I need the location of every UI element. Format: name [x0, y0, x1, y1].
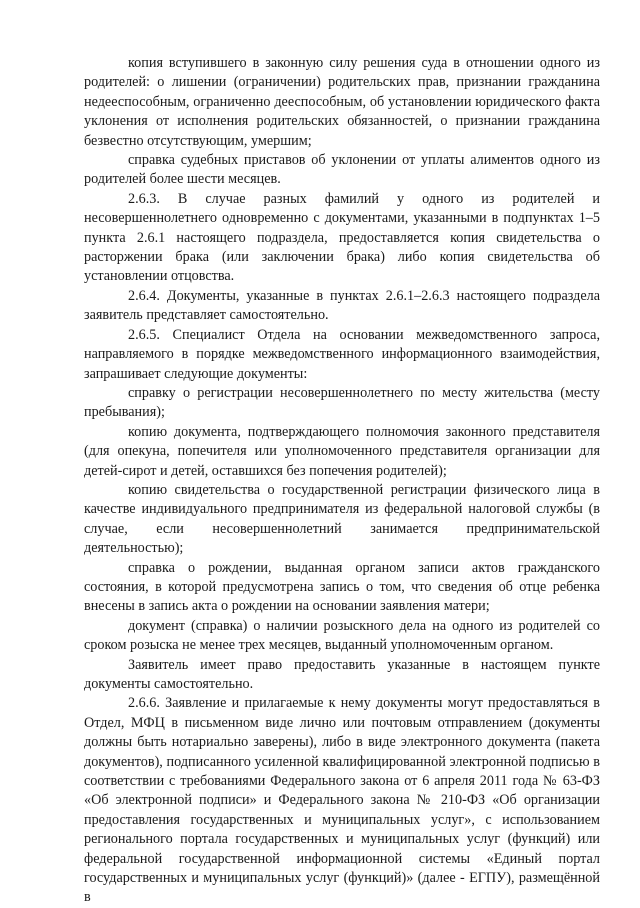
paragraph-2-6-6: 2.6.6. Заявление и прилагаемые к нему документы могут предоставляться в Отдел, МФЦ в письменном виде лично или почтовым отправлением (документы должны быть нотариально заверены), либо в виде электронного документа (пакета документов), подписанного усиленной квалифицированной электронной подписью в соответствии с требованиями Федерального закона от 6 апреля 2011 года № 63-ФЗ «Об электронной подписи» и Федерального закона № 210-ФЗ «Об организации предоставления государственных и муниципальных услуг», с использованием регионального портала государственных и муниципальных услуг (функций) или федеральной государственной информационной системы «Единый портал государственных и муниципальных услуг (функций)» (далее - ЕГПУ), размещённой в: [84, 695, 600, 906]
paragraph-2-6-5: 2.6.5. Специалист Отдела на основании межведомственного запроса, направляемого в порядке межведомственного информационного взаимодействия, запрашивает следующие документы:: [84, 326, 600, 382]
document-body: [84, 54, 600, 908]
paragraph-2-6-3: 2.6.3. В случае разных фамилий у одного из родителей и несовершеннолетнего одновременно с документами, указанными в подпунктах 1–5 пункта 2.6.1 настоящего подраздела, предоставляется копия свидетельства о расторжении брака (или заключении брака) либо копия свидетельства об установлении отцовства.: [84, 190, 600, 285]
paragraph-court-decision-copy: копия вступившего в законную силу решения суда в отношении одного из родителей: о лишении (ограничении) родительских прав, признании гражданина недееспособным, ограниченно дееспособным, об установлении юридического факта уклонения от исполнения родительских обязанностей, о признании гражданина безвестно отсутствующим, умершим;: [84, 55, 600, 149]
paragraph-search-case-certificate: документ (справка) о наличии розыскного дела на одного из родителей со сроком розыска не менее трех месяцев, выданный уполномоченным органом.: [84, 617, 600, 654]
paragraph-2-6-4: 2.6.4. Документы, указанные в пунктах 2.6.1–2.6.3 настоящего подраздела заявитель представляет самостоятельно.: [84, 287, 600, 324]
paragraph-birth-certificate: справка о рождении, выданная органом записи актов гражданского состояния, в которой предусмотрена запись о том, что сведения об отце ребенка внесены в запись акта о рождении на основании заявления матери;: [84, 559, 600, 615]
paragraph-entrepreneur-registration: копию свидетельства о государственной регистрации физического лица в качестве индивидуального предпринимателя из федеральной налоговой службы (в случае, если несовершеннолетний занимается предпринимательской деятельностью);: [84, 481, 600, 557]
paragraph-bailiff-certificate: справка судебных приставов об уклонении от уплаты алиментов одного из родителей более шести месяцев.: [84, 152, 600, 188]
paragraph-representative-document: копию документа, подтверждающего полномочия законного представителя (для опекуна, попечителя или уполномоченного представителя организации для детей-сирот и детей, оставшихся без попечения родителей);: [84, 423, 600, 479]
paragraph-registration-certificate: справку о регистрации несовершеннолетнего по месту жительства (месту пребывания);: [84, 384, 600, 421]
paragraph-applicant-right: Заявитель имеет право предоставить указанные в настоящем пункте документы самостоятельно.: [84, 656, 600, 692]
